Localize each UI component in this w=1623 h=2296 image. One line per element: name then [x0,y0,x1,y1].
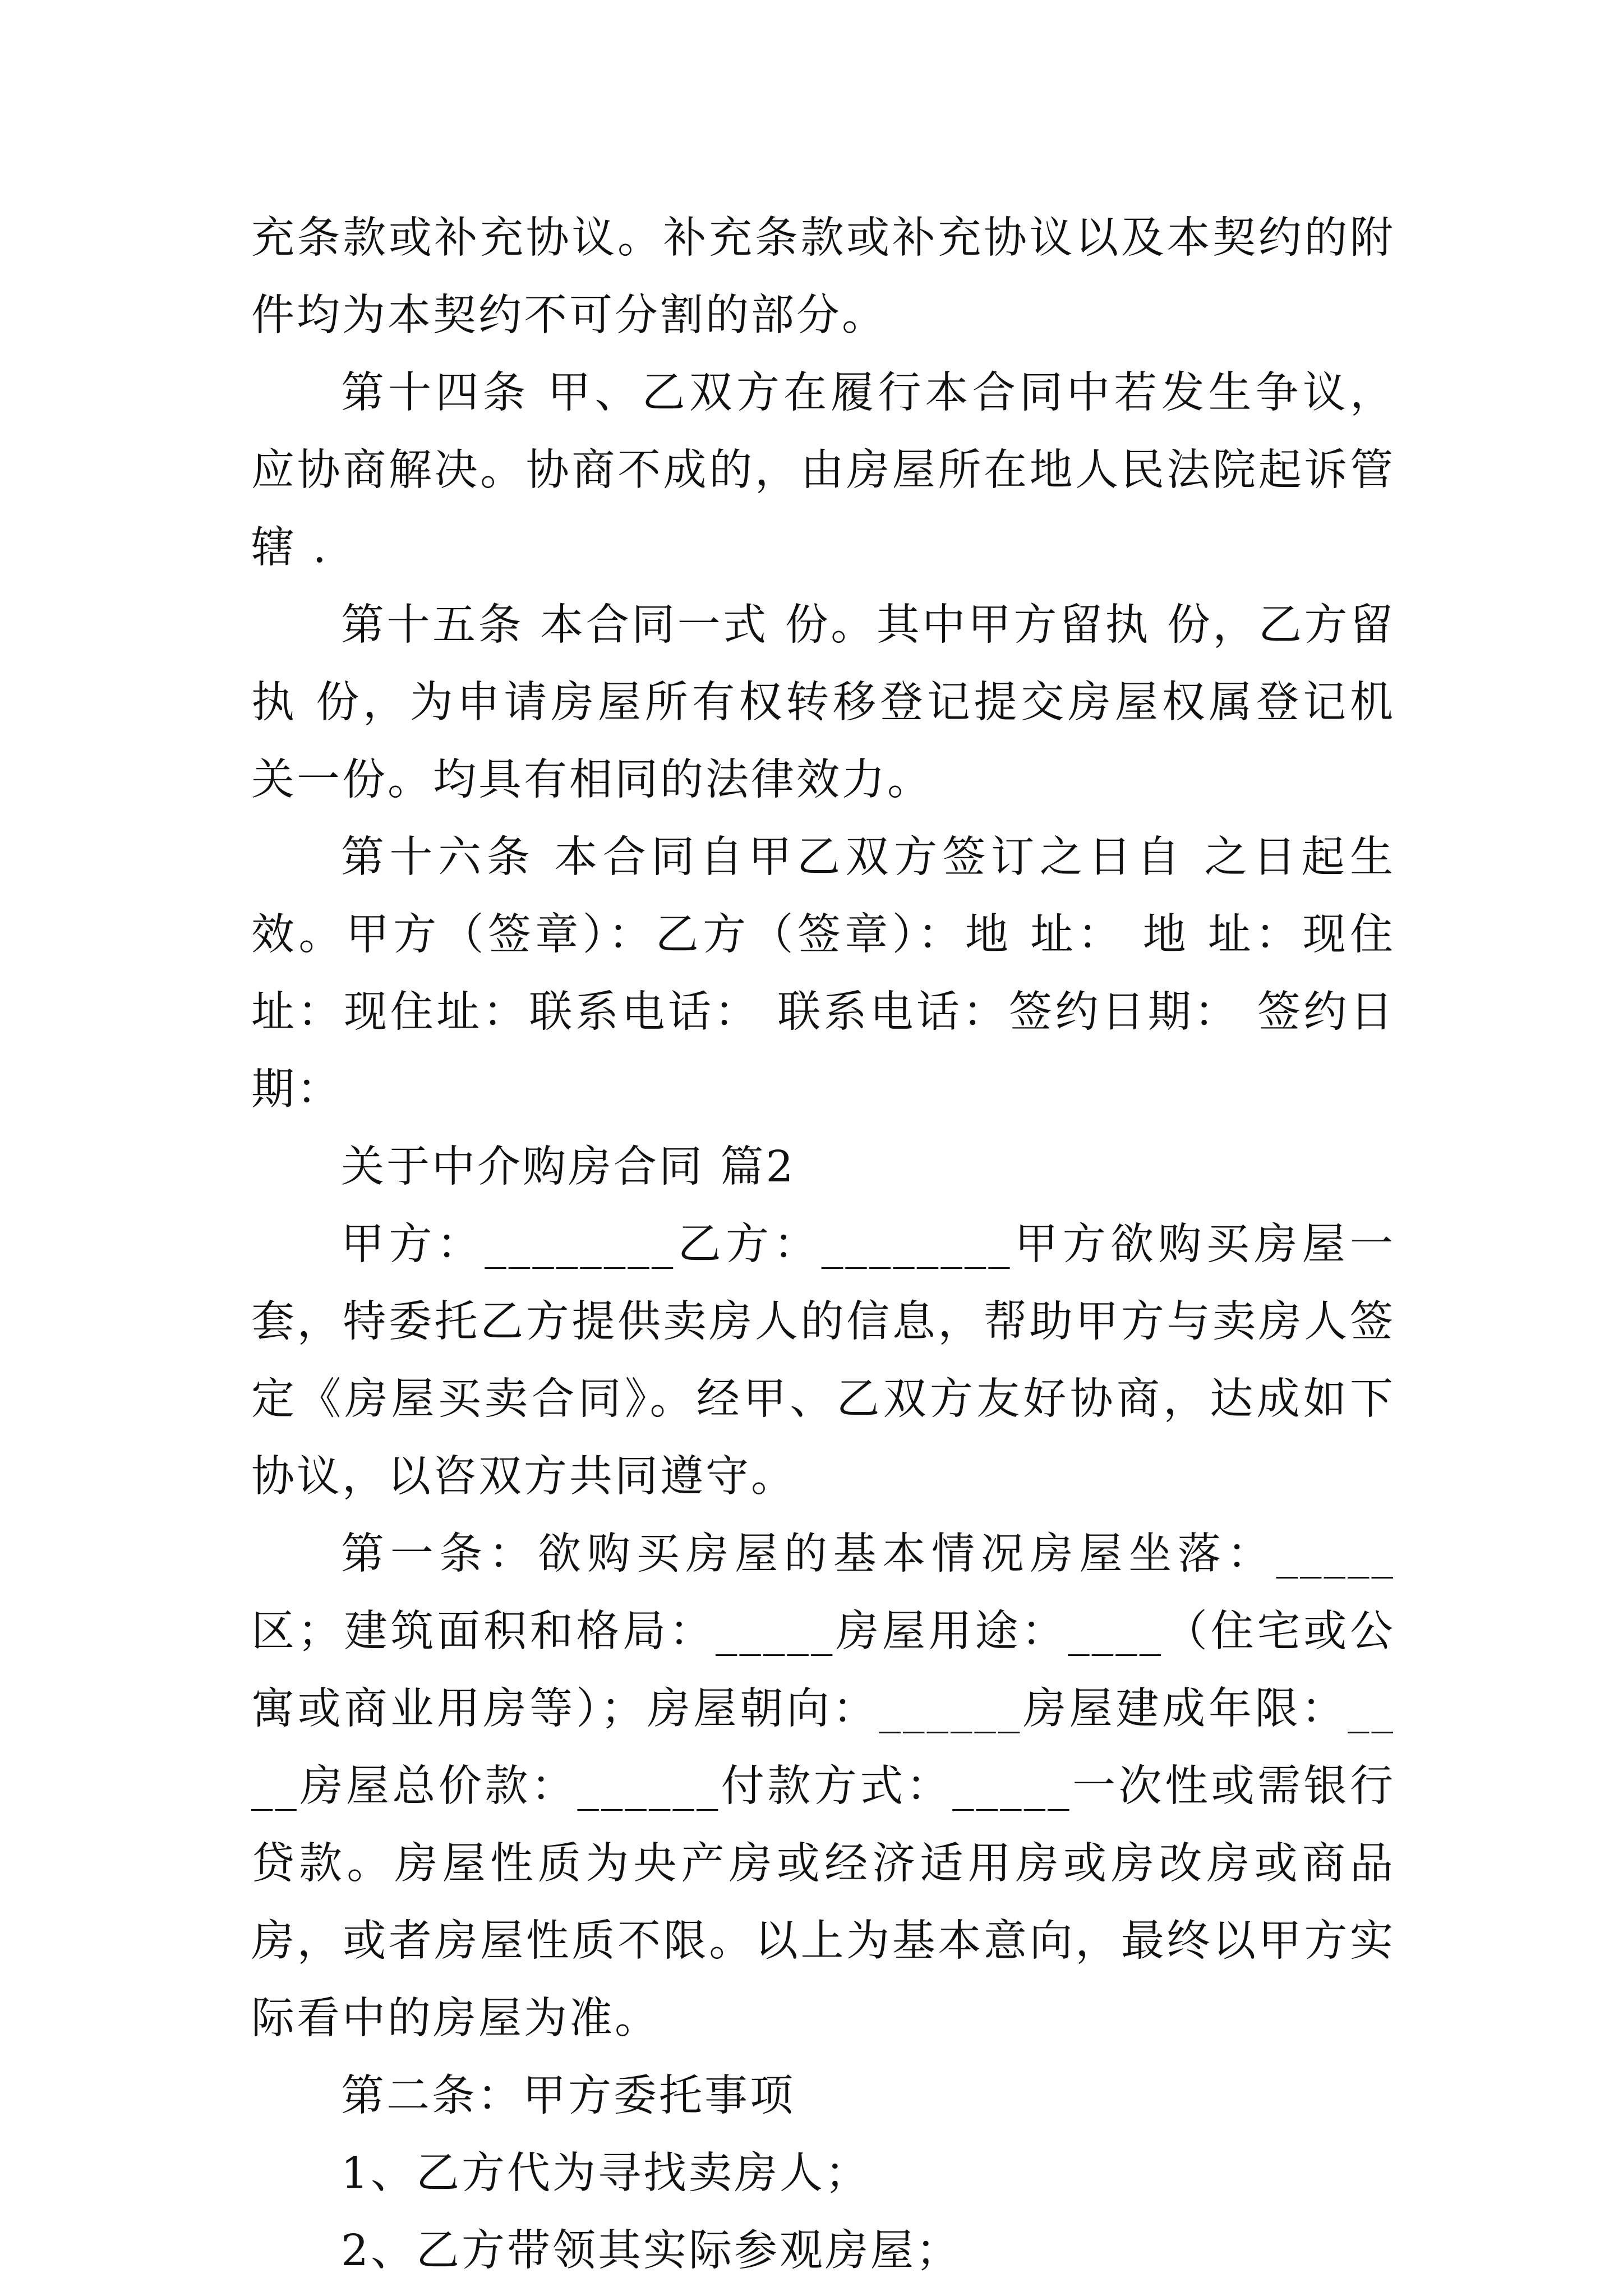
paragraph-article-15: 第十五条 本合同一式 份。其中甲方留执 份，乙方留执 份，为申请房屋所有权转移登记提交房屋权属登记机关一份。均具有相同的法律效力。 [251,600,1395,805]
paragraph-parties: 甲方：________乙方：________甲方欲购买房屋一套，特委托乙方提供卖房人的信息，帮助甲方与卖房人签定《房屋买卖合同》。经甲、乙双方友好协商，达成如下协议，以咨双方共同遵守。 [251,1220,1395,1502]
document-body [251,200,1395,2290]
paragraph-continuation: 充条款或补充协议。补充条款或补充协议以及本契约的附件均为本契约不可分割的部分。 [251,213,1395,341]
paragraph-article-14: 第十四条 甲、乙双方在履行本合同中若发生争议，应协商解决。协商不成的，由房屋所在地人民法院起诉管辖 . [251,368,1395,573]
list-item-2: 2、乙方带领其实际参观房屋； [341,2226,961,2276]
list-item-1: 1、乙方代为寻找卖房人； [341,2148,870,2198]
paragraph-article-16: 第十六条 本合同自甲乙双方签订之日自 之日起生效。甲方（签章）：乙方（签章）：地 址： 地 址：现住址：现住址：联系电话： 联系电话：签约日期： 签约日期： [251,832,1395,1115]
paragraph-article-2: 第二条：甲方委托事项 [341,2071,795,2121]
paragraph-article-1: 第一条：欲购买房屋的基本情况房屋坐落：_____区；建筑面积和格局：_____房屋用途：____（住宅或公寓或商业用房等）；房屋朝向：______房屋建成年限：____房屋总价款：______付款方式：_____一次性或需银行贷款。房屋性质为央产房或经济适用房或房改房或商品房，或者房屋性质不限。以上为基本意向，最终以甲方实际看中的房屋为准。 [251,1529,1395,2044]
section-heading: 关于中介购房合同 篇2 [341,1142,796,1192]
